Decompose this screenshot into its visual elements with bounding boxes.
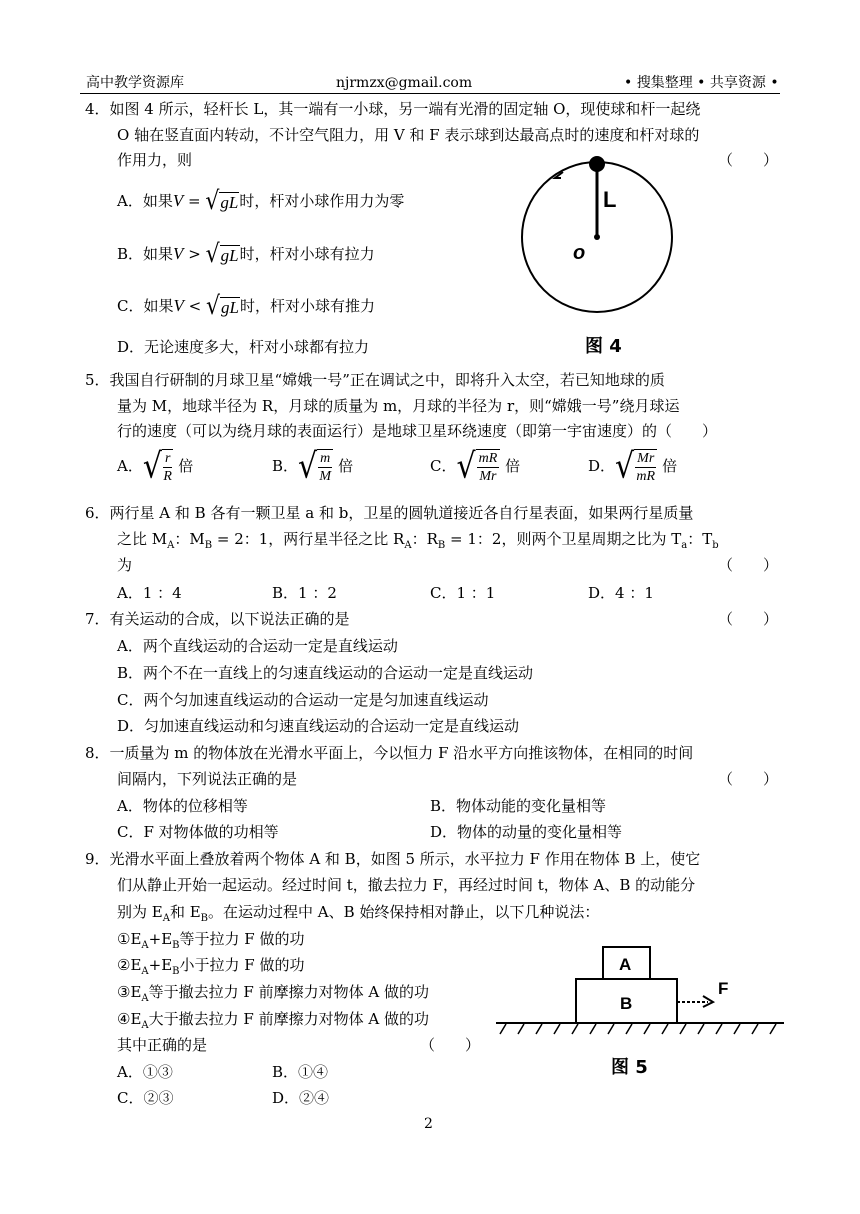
q7-answer-paren: （ ） — [718, 610, 779, 628]
q4-option-d: D．无论速度多大，杆对小球都有拉力 — [117, 338, 370, 356]
header-right: • 搜集整理 • 共享资源 • — [624, 75, 779, 91]
q8-option-b: B．物体动能的变化量相等 — [430, 797, 607, 815]
q5-option-d: D． √ $\frac{Mr}{mR}$ 倍 — [588, 446, 678, 487]
figure-5 — [496, 940, 786, 1080]
q8-option-d: D．物体的动量的变化量相等 — [430, 823, 623, 841]
q6-option-c: C．1 ：1 — [430, 584, 496, 602]
header-email: njrmzx@gmail.com — [336, 75, 473, 91]
q8-option-c: C．F 对物体做的功相等 — [117, 823, 279, 841]
q9-option-b: B．①④ — [272, 1063, 329, 1081]
q7-option-c: C．两个匀加速直线运动的合运动一定是匀加速直线运动 — [117, 691, 489, 709]
q4-answer-paren: （ ） — [718, 151, 779, 169]
q4-line-1: 4．如图 4 所示，轻杆长 L，其一端有一小球，另一端有光滑的固定轴 O，现使球和杆一起绕 — [85, 100, 701, 118]
q6-line-2: 之比 $M_A$：$M_B = 2$：1，两行星半径之比 $R_A$：$R_B = 1$：2，则两个卫星周期之比为 $T_a$：$T_b$ — [117, 530, 719, 551]
ground-hatching — [500, 1024, 776, 1034]
header-left: 高中教学资源库 — [86, 75, 184, 91]
fig5-label-f: F — [718, 979, 729, 998]
ball — [589, 156, 605, 172]
q5-line-1: 5．我国自行研制的月球卫星“嫦娥一号”正在调试之中，即将升入太空，若已知地球的质 — [85, 371, 665, 389]
q9-question: 其中正确的是 — [117, 1036, 208, 1054]
q7-stem: 7．有关运动的合成，以下说法正确的是 — [85, 610, 350, 628]
fig5-label: 图 5 — [611, 1057, 648, 1078]
q4-line-3: 作用力，则 — [117, 151, 193, 169]
q5-line-2: 量为 M，地球半径为 R，月球的质量为 m，月球的半径为 r，则“嫦娥一号”绕月球运 — [117, 397, 680, 415]
q4-line-2: O 轴在竖直面内转动，不计空气阻力，用 V 和 F 表示球到达最高点时的速度和杆对球的 — [117, 126, 700, 144]
q9-statement-3: $③E_A$等于撤去拉力 F 前摩擦力对物体 A 做的功 — [117, 983, 429, 1004]
figure-4 — [515, 152, 695, 362]
q8-answer-paren: （ ） — [718, 770, 779, 788]
q9-line-2: 们从静止开始一起运动。经过时间 t，撤去拉力 F，再经过时间 t，物体 A、B 的动能分 — [117, 876, 696, 894]
q5-option-b: B． √ $\frac{m}{M}$ 倍 — [272, 446, 354, 487]
fig4-L: L — [603, 187, 617, 212]
fig5-label-b: B — [620, 994, 633, 1013]
fig4-label: 图 4 — [585, 336, 622, 357]
q5-line-3: 行的速度（可以为绕月球的表面运行）是地球卫星环绕速度（即第一宇宙速度）的（ ） — [117, 422, 718, 440]
q6-line-3: 为 — [117, 556, 133, 574]
header-rule — [80, 93, 780, 94]
q4-option-b: B．如果V > √ gL 时，杆对小球有拉力 — [117, 240, 375, 269]
q4-option-c: C．如果V < √ gL 时，杆对小球有推力 — [117, 292, 376, 321]
fig4-O: o — [573, 242, 586, 264]
q9-line-3: 别为 $E_A$和 $E_B$。在运动过程中 A、B 始终保持相对静止，以下几种说法： — [117, 903, 600, 924]
q6-option-d: D．4 ：1 — [588, 584, 654, 602]
pivot — [594, 234, 600, 240]
q8-line-2: 间隔内，下列说法正确的是 — [117, 770, 298, 788]
q6-option-b: B．1 ：2 — [272, 584, 337, 602]
q9-statement-2: $②E_A+E_B$小于拉力 F 做的功 — [117, 956, 305, 977]
fig5-label-a: A — [619, 955, 632, 974]
q9-line-1: 9．光滑水平面上叠放着两个物体 A 和 B，如图 5 所示，水平拉力 F 作用在物体 B 上，使它 — [85, 850, 701, 868]
q9-statement-4: $④E_A$大于撤去拉力 F 前摩擦力对物体 A 做的功 — [117, 1010, 429, 1031]
q9-option-d: D．②④ — [272, 1089, 330, 1107]
q8-line-1: 8．一质量为 m 的物体放在光滑水平面上，今以恒力 F 沿水平方向推该物体，在相同的时间 — [85, 744, 694, 762]
q9-answer-paren: （ ） — [420, 1036, 481, 1054]
q9-statement-1: $①E_A+E_B$等于拉力 F 做的功 — [117, 930, 305, 951]
q4-option-a: A．如果V = √ gL 时，杆对小球作用力为零 — [117, 187, 405, 216]
q8-option-a: A．物体的位移相等 — [117, 797, 248, 815]
q7-option-d: D．匀加速直线运动和匀速直线运动的合运动一定是直线运动 — [117, 717, 520, 735]
q7-option-a: A．两个直线运动的合运动一定是直线运动 — [117, 637, 398, 655]
q9-option-c: C．②③ — [117, 1089, 174, 1107]
q6-option-a: A．1 ：4 — [117, 584, 182, 602]
q7-option-b: B．两个不在一直线上的匀速直线运动的合运动一定是直线运动 — [117, 664, 534, 682]
q9-option-a: A．①③ — [117, 1063, 173, 1081]
q5-option-a: A． √ $\frac{r}{R}$ 倍 — [117, 446, 194, 487]
q6-answer-paren: （ ） — [718, 556, 779, 574]
q5-option-c: C． √ $\frac{mR}{Mr}$ 倍 — [430, 446, 521, 487]
q6-line-1: 6．两行星 A 和 B 各有一颗卫星 a 和 b，卫星的圆轨道接近各自行星表面，如果两行星质量 — [85, 504, 694, 522]
page-number: 2 — [424, 1116, 433, 1132]
